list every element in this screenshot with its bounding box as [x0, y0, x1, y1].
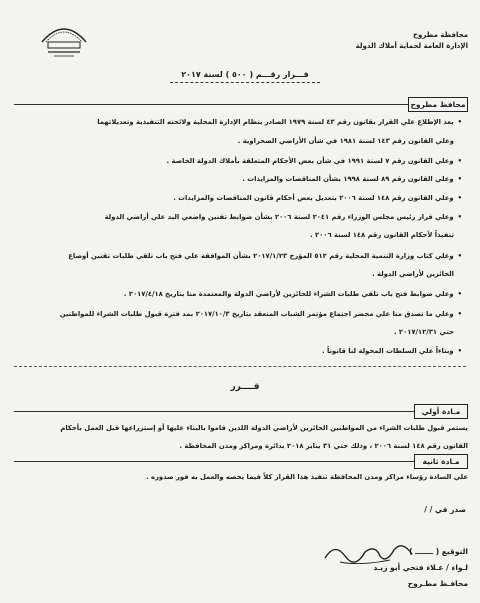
- preamble-label: محافظ مطروح: [408, 97, 468, 112]
- governorate-seal-icon: [34, 12, 94, 62]
- decree-title: قـــرار رقـــم ( ٥٠٠ ) لسنة ٢٠١٧: [181, 70, 309, 79]
- preamble-rule: [14, 104, 466, 105]
- preamble-item: • وعلي القانون رقم ١٤٨ لسنة ٢٠٠٦ بتعديل بعض أحكام قانون المناقصات والمزايدات .: [22, 193, 462, 203]
- article1-label: مـادة أولي: [414, 404, 468, 419]
- signature-label: التوقيع ( ـــــــ ): [409, 547, 468, 556]
- article1-text-line: القانون رقم ١٤٨ لسنة ٢٠٠٦ ، وذلك حتي ٣١ يناير ٢٠١٨ بدائرة ومراكز ومدن المحافظة .: [179, 442, 468, 450]
- title-divider: [170, 82, 320, 83]
- preamble-item: وعلي القانون رقم ١٤٣ لسنة ١٩٨١ في شأن الأراضي الصحراوية .: [237, 137, 454, 145]
- article2-text: علي السادة رؤساء مراكز ومدن المحافظة تنفيذ هذا القرار كلاً فيما يخصه والعمل به فور صدوره .: [146, 473, 468, 481]
- preamble-item: • وعلي القانون رقم ٧ لسنة ١٩٩١ في شأن بعض الأحكام المتعلقة بأملاك الدولة الخاصة .: [22, 156, 462, 166]
- department-name: الإدارة العامة لحماية أملاك الدولة: [355, 42, 468, 50]
- issuing-authority-header: [318, 30, 468, 52]
- issue-date: صدر في / /: [424, 505, 466, 514]
- preamble-item: حتي ٢٠١٧/١٢/٣١ .: [393, 328, 454, 336]
- preamble-item: • وعلي قرار رئيس مجلس الوزراء رقم ٢٠٤١ لسنة ٢٠٠٦ بشأن ضوابط تقنين واضعي اليد علي أراضي الدولة: [22, 212, 462, 222]
- preamble-item: • وبناءاً علي السلطات المخولة لنا قانوناً .: [22, 346, 462, 356]
- preamble-item: • وعلي ما تصدق منا علي محضر اجتماع مؤتمر الشباب المنعقد بتاريخ ٢٠١٧/١٠/٣ بمد فترة قبول طلبات الشراء للمواطنين: [22, 309, 462, 319]
- signatory-title: محافـظ مطـروح: [407, 579, 468, 588]
- preamble-item: • بعد الإطلاع علي القرار بقانون رقم ٤٣ لسنة ١٩٧٩ الصادر بنظام الإدارة المحلية ولائحته التنفيذية وتعديلاتهما: [22, 117, 462, 127]
- article2-rule: [14, 461, 466, 462]
- preamble-item: الحائزين لأراضي الدولة .: [372, 270, 454, 278]
- article1-rule: [14, 411, 466, 412]
- section-divider: [14, 366, 466, 367]
- preamble-item: تنفيذاً لأحكام القانون رقم ١٤٨ لسنة ٢٠٠٦ .: [310, 231, 454, 239]
- decree-heading: قــــرر: [230, 382, 260, 392]
- preamble-item: • وعلي كتاب وزارة التنمية المحلية رقم ٥١٢ المؤرخ ٢٠١٧/١/٢٣ بشأن الموافقة علي فتح باب تلقي طلبات تقنين أوضاع: [22, 251, 462, 261]
- article2-label: مـادة ثانية: [414, 454, 468, 469]
- preamble-item: • وعلي القانون رقم ٨٩ لسنة ١٩٩٨ بشأن المناقصات والمزايدات .: [22, 174, 462, 184]
- governorate-name: محافظة مطروح: [413, 31, 468, 39]
- signatory-name: لـواء / عـلاء فتحي أبو زيـد: [373, 563, 468, 572]
- article1-text-line: يستمر قبول طلبات الشراء من المواطنين الحائزين لأراضي الدولة اللذين قاموا بالبناء عليها أو إستزراعها قبل العمل بأحكام: [60, 424, 468, 432]
- preamble-item: • وعلي ضوابط فتح باب تلقي طلبات الشراء للحائزين لأراضي الدولة والمعتمدة منا بتاريخ ٢٠١٧/٤/١٨ .: [22, 289, 462, 299]
